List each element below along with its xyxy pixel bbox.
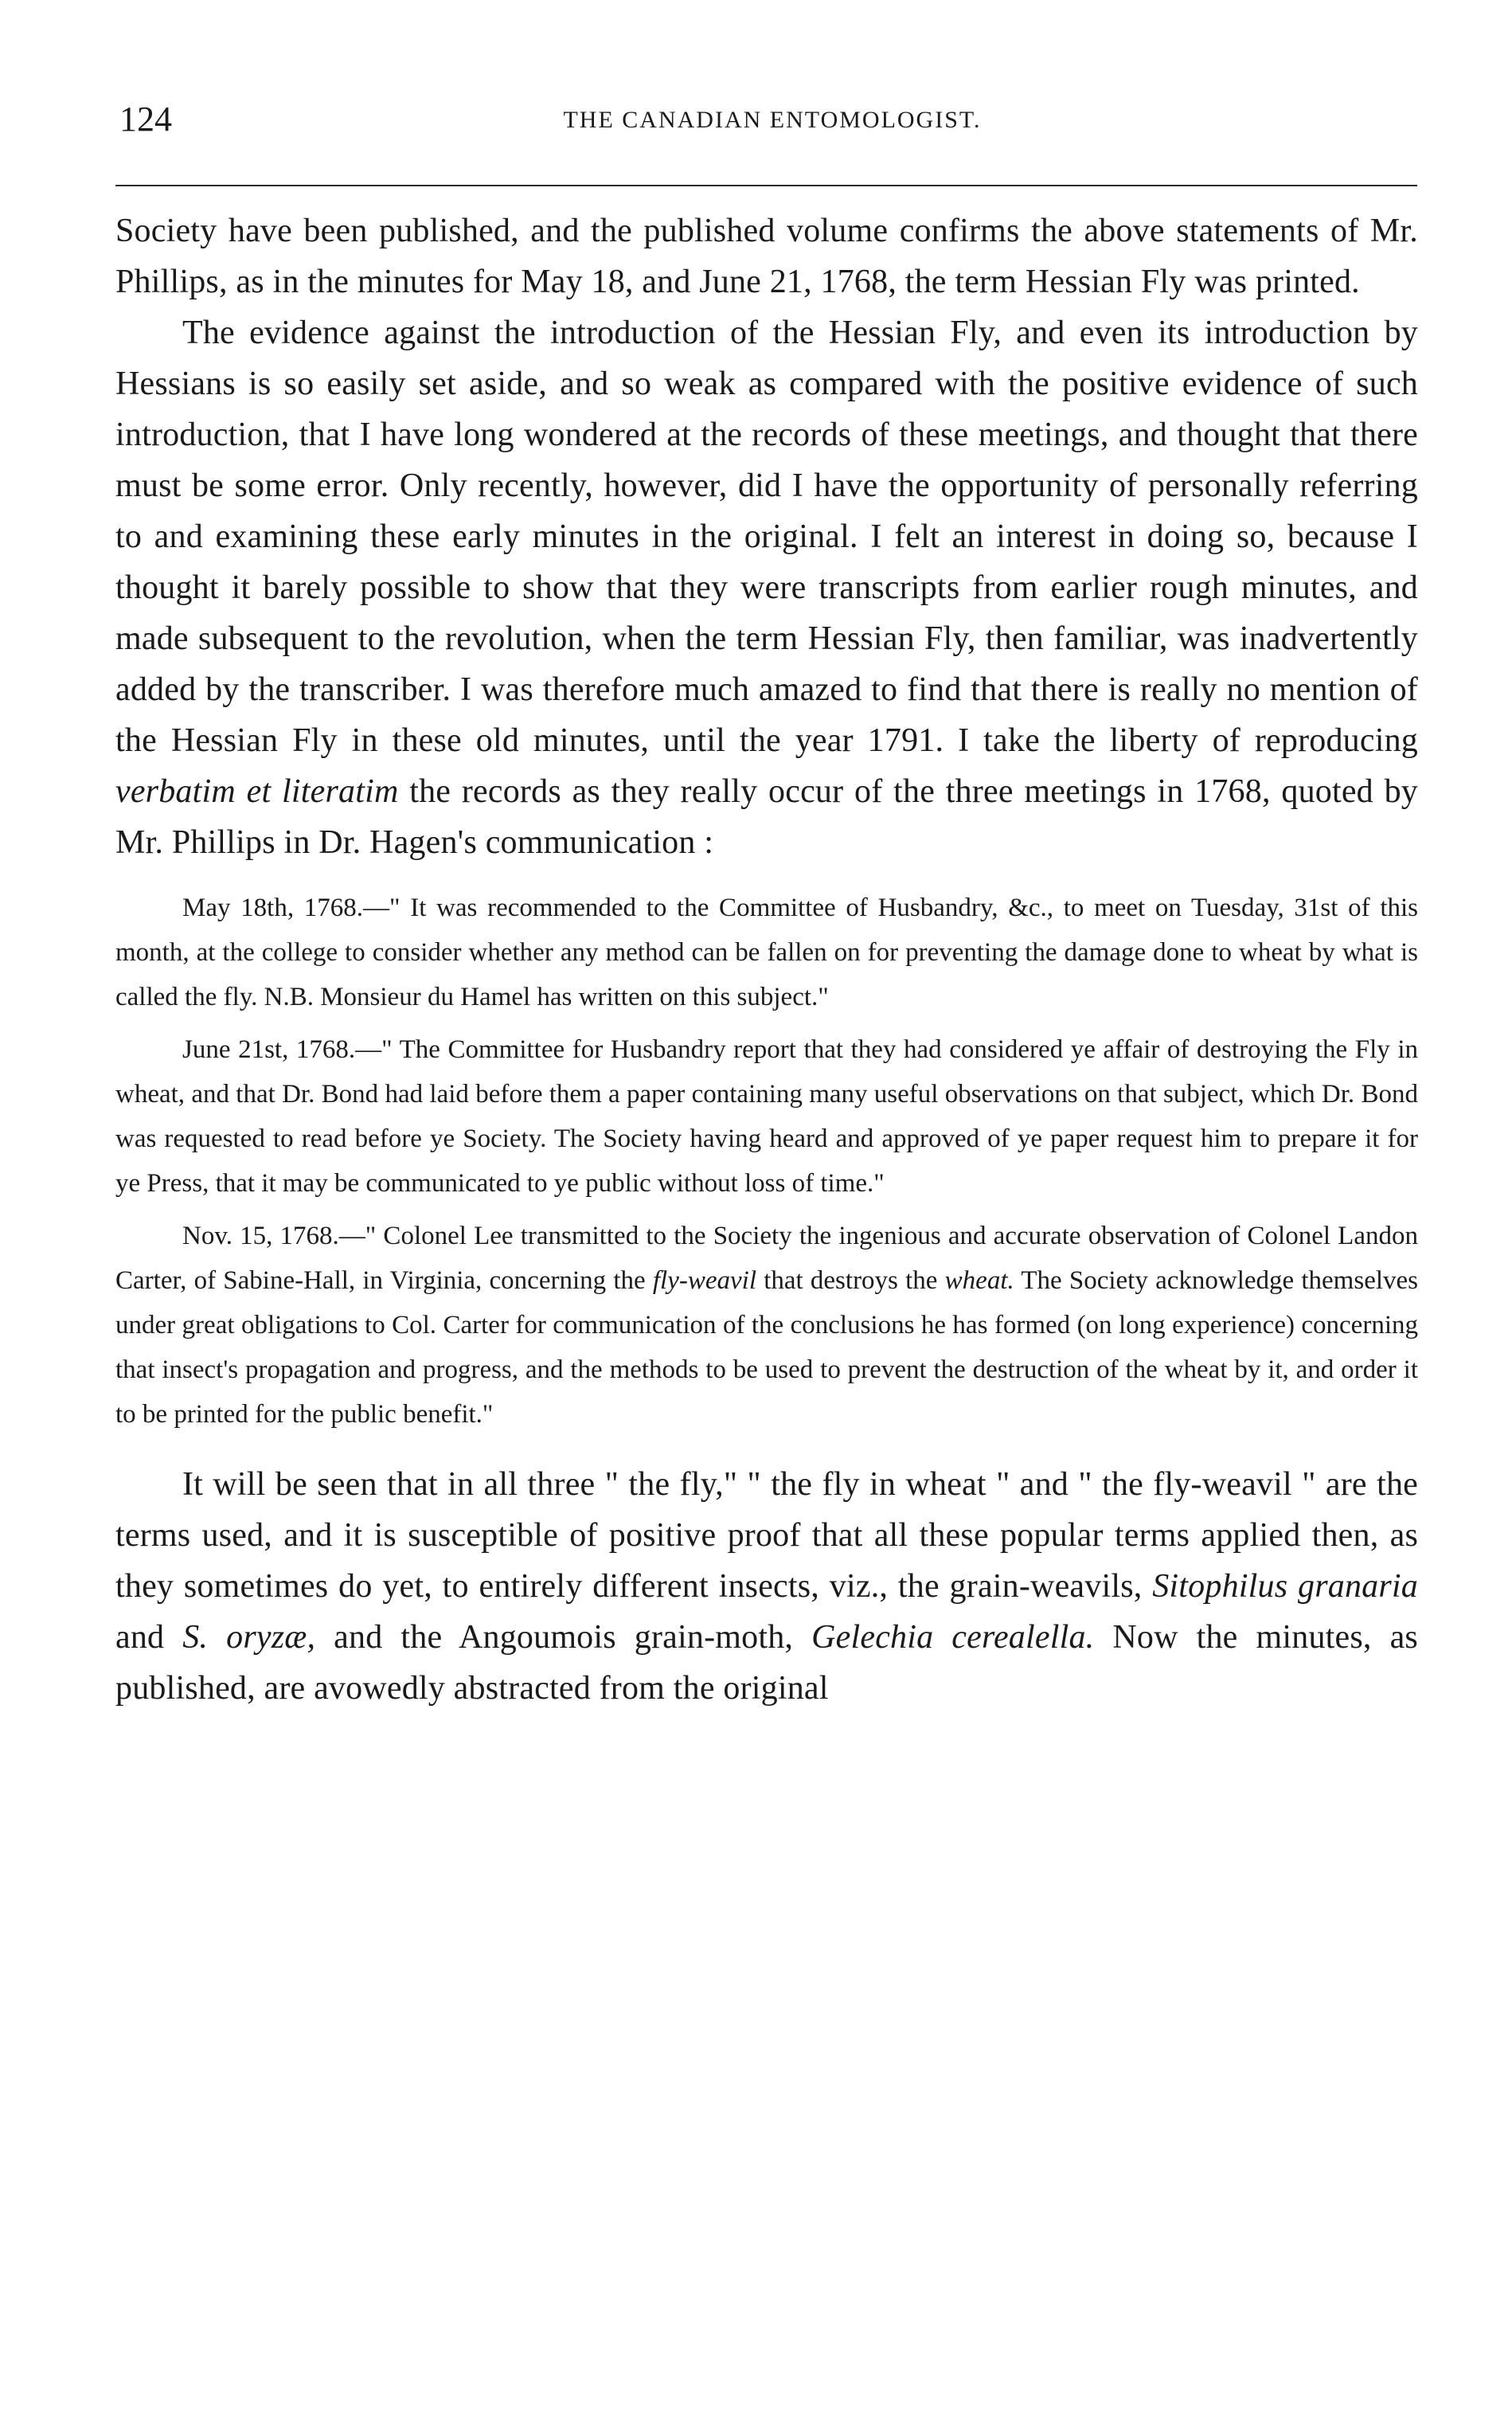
quoted-minute-june: June 21st, 1768.—" The Committee for Husbandry report that they had considered ye affair of destroying the Fly in wheat, and that Dr. Bond had laid before them a paper containing many useful observations on that subject, which Dr. Bond was requested to read before ye Society. The Society having heard and approved of ye paper request him to prepare it for ye Press, that it may be communicated to ye public without loss of time." xyxy=(115,1035,1418,1198)
species-name: Sitophilus granaria xyxy=(1152,1568,1418,1605)
quote-text: Nov. 15, 1768.—" Colonel Lee transmitted to the Society the ingenious and accurate observation of Colonel Landon Carter, of Sabine-Hall, in Virginia, concerning the xyxy=(115,1222,1418,1295)
italic-phrase: verbatim et literatim xyxy=(115,773,399,810)
paragraph-text: It will be seen that in all three " the fly," " the fly in wheat " and " the fly-weavil " are the terms used, and it is susceptible of positive proof that all these popular terms applied then, as they sometimes do yet, to entirely different insects, viz., the grain-weavils, xyxy=(115,1466,1418,1605)
paragraph-text: The evidence against the introduction of the Hessian Fly, and even its introduction by Hessians is so easily set aside, and so weak as compared with the positive evidence of such introduction, that I have long wondered at the records of these meetings, and thought that there must be some error. Only recently, however, did I have the opportunity of personally referring to and examining these early minutes in the original. I felt an interest in doing so, because I thought it barely possible to show that they were transcripts from earlier rough minutes, and made subsequent to the revolution, when the term Hessian Fly, then familiar, was inadvertently added by the transcriber. I was therefore much amazed to find that there is really no mention of the Hessian Fly in these old minutes, until the year 1791. I take the liberty of reproducing xyxy=(115,315,1418,759)
italic-term: wheat. xyxy=(944,1266,1014,1295)
page-header xyxy=(119,96,1425,143)
quoted-minute-november xyxy=(115,1214,1418,1437)
running-head: THE CANADIAN ENTOMOLOGIST. xyxy=(563,107,982,133)
header-rule xyxy=(115,185,1417,186)
page-number: 124 xyxy=(119,100,172,139)
paragraph-evidence xyxy=(115,307,1418,868)
quote-text: that destroys the xyxy=(756,1266,945,1295)
paragraph-text: and xyxy=(115,1619,183,1656)
italic-term: fly-weavil xyxy=(652,1266,756,1295)
paragraph-continued: Society have been published, and the published volume confirms the above statements of Mr. Phillips, as in the minutes for May 18, and June 21, 1768, the term Hessian Fly was printed. xyxy=(115,213,1418,300)
paragraph-text: Now the minutes, as published, are avowedly abstracted from the original xyxy=(115,1619,1418,1707)
paragraph-text: the records as they really occur of the three meetings in 1768, quoted by Mr. Phillips in Dr. Hagen's communication : xyxy=(115,773,1418,861)
paragraph-text: and the Angoumois grain-moth, xyxy=(315,1619,812,1656)
quoted-minute-may: May 18th, 1768.—" It was recommended to the Committee of Husbandry, &c., to meet on Tuesday, 31st of this month, at the college to consider whether any method can be fallen on for preventing the damage done to wheat by what is called the fly. N.B. Monsieur du Hamel has written on this subject." xyxy=(115,894,1418,1011)
paragraph-conclusion xyxy=(115,1459,1418,1714)
quote-text: The Society acknowledge themselves under great obligations to Col. Carter for communication of the conclusions he has formed (on long experience) concerning that insect's propagation and progress, and the methods to be used to prevent the destruction of the wheat by it, and order it to be printed for the public benefit." xyxy=(115,1266,1418,1429)
species-name: S. oryzæ, xyxy=(182,1619,316,1656)
species-name: Gelechia cerealella. xyxy=(811,1619,1095,1656)
page-body xyxy=(115,205,1418,1714)
